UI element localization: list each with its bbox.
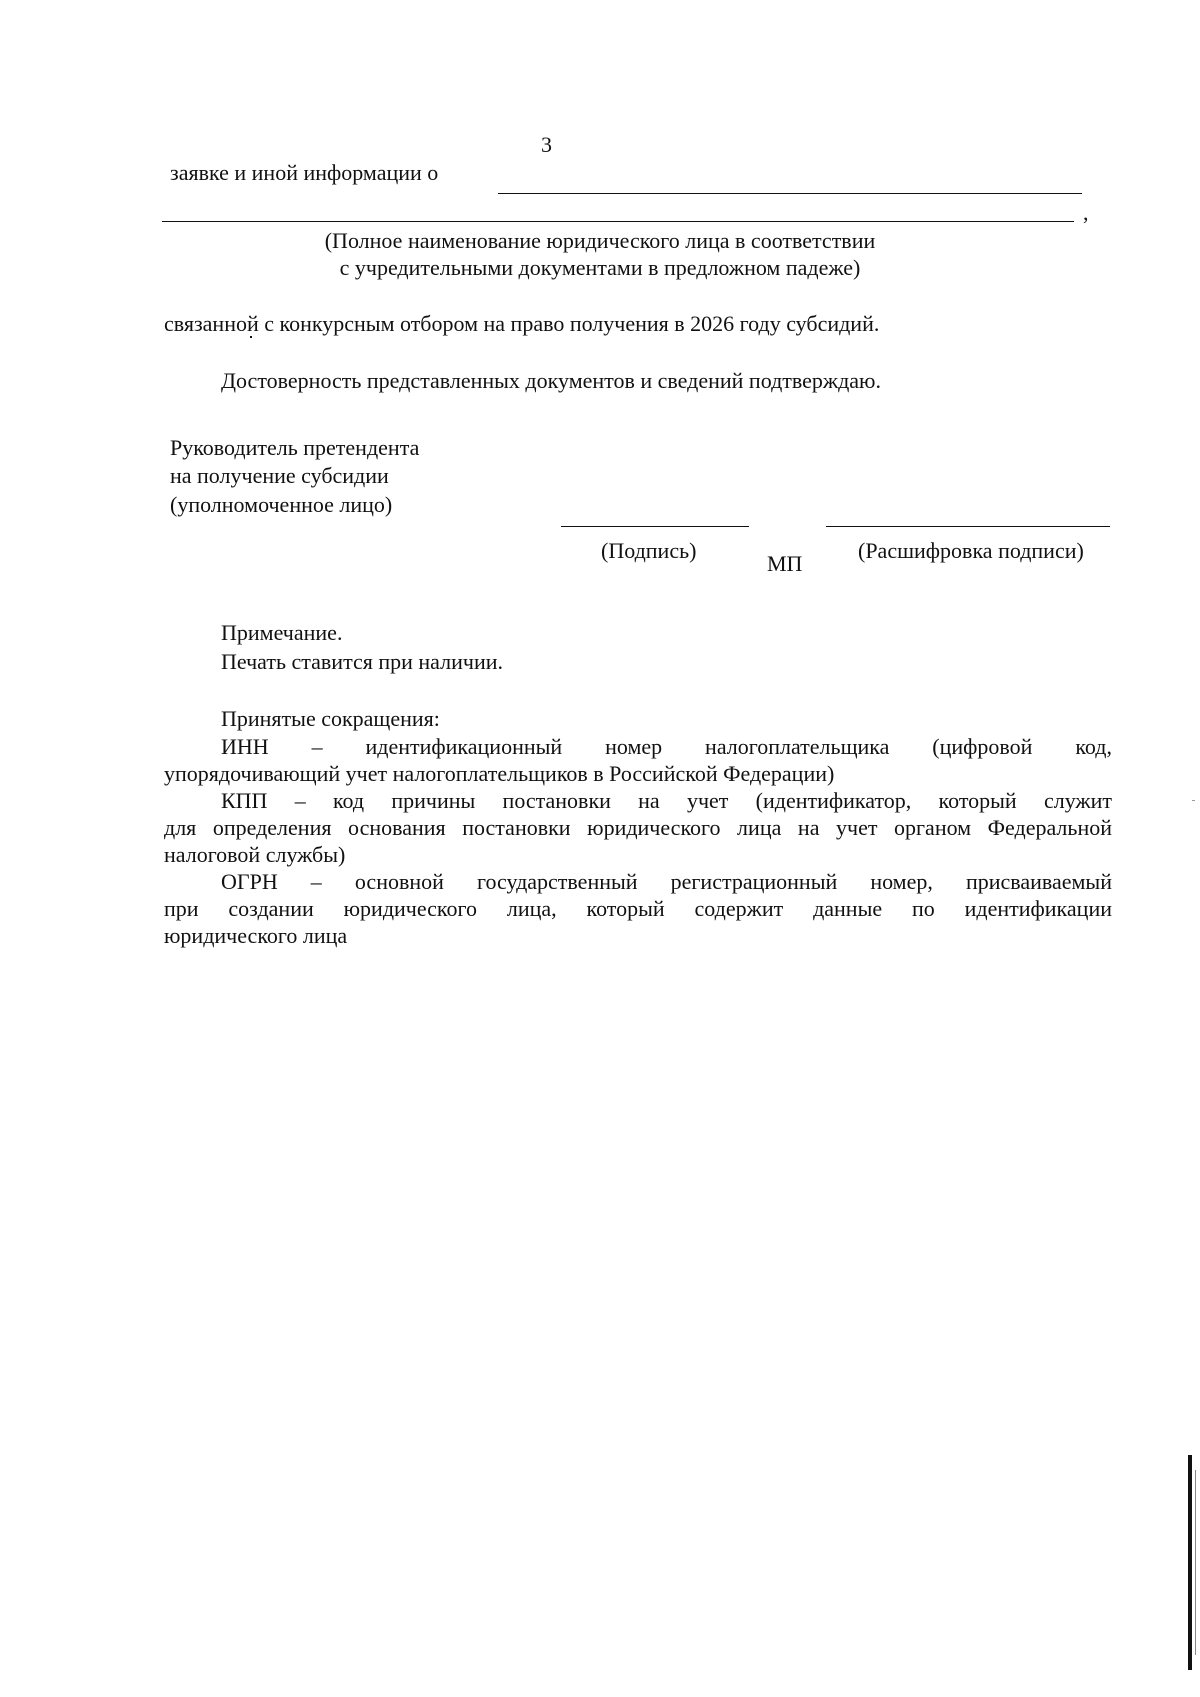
inn-definition xyxy=(164,733,1112,787)
ogrn-definition-line-1: ОГРН – основной государственный регистрационный номер, присваиваемый xyxy=(221,869,1112,894)
abbreviations-title: Принятые сокращения: xyxy=(221,706,440,731)
signature-caption: (Подпись) xyxy=(601,538,697,563)
signatory-role-line-2: на получение субсидии xyxy=(170,463,389,488)
confirmation-text: Достоверность представленных документов и сведений подтверждаю. xyxy=(221,368,881,393)
kpp-definition-line-2: для определения основания постановки юридического лица на учет органом Федеральной xyxy=(164,815,1112,840)
note-text: Печать ставится при наличии. xyxy=(221,649,503,674)
signatory-role-line-3: (уполномоченное лицо) xyxy=(170,492,393,517)
ogrn-definition-line-2: при создании юридического лица, который содержит данные по идентификации xyxy=(164,896,1112,921)
scan-edge-dot xyxy=(1192,800,1195,801)
signature-blank-line xyxy=(561,526,749,527)
org-name-blank-line-1 xyxy=(498,193,1082,194)
scan-edge-mark-faint xyxy=(1195,1470,1196,1655)
inn-definition-line-2: упорядочивающий учет налогоплательщиков в Российской Федерации) xyxy=(164,761,835,786)
scan-edge-mark xyxy=(1188,1455,1192,1670)
page-number: 3 xyxy=(541,132,552,157)
kpp-definition-line-1: КПП – код причины постановки на учет (идентификатор, который служит xyxy=(221,788,1112,813)
signature-decode-caption: (Расшифровка подписи) xyxy=(858,538,1084,563)
signature-decode-blank-line xyxy=(826,526,1110,527)
seal-caption: МП xyxy=(767,551,803,576)
org-name-caption-line-2: с учредительными документами в предложном падеже) xyxy=(339,255,861,280)
header-lead-text: заявке и иной информации о xyxy=(170,160,439,185)
note-title: Примечание. xyxy=(221,620,343,645)
inn-definition-line-1: ИНН – идентификационный номер налогоплательщика (цифровой код, xyxy=(221,734,1112,759)
small-dot-mark xyxy=(250,336,252,338)
org-name-caption-line-1: (Полное наименование юридического лица в соответствии xyxy=(324,228,876,253)
ogrn-definition xyxy=(164,868,1112,949)
org-name-blank-line-2 xyxy=(162,221,1074,222)
signatory-role-line-1: Руководитель претендента xyxy=(170,435,420,460)
ogrn-definition-line-3: юридического лица xyxy=(164,923,348,948)
kpp-definition-line-3: налоговой службы) xyxy=(164,842,346,867)
related-selection-text: связанной с конкурсным отбором на право получения в 2026 году субсидий. xyxy=(164,311,880,336)
kpp-definition xyxy=(164,787,1112,868)
trailing-comma: , xyxy=(1083,200,1089,225)
